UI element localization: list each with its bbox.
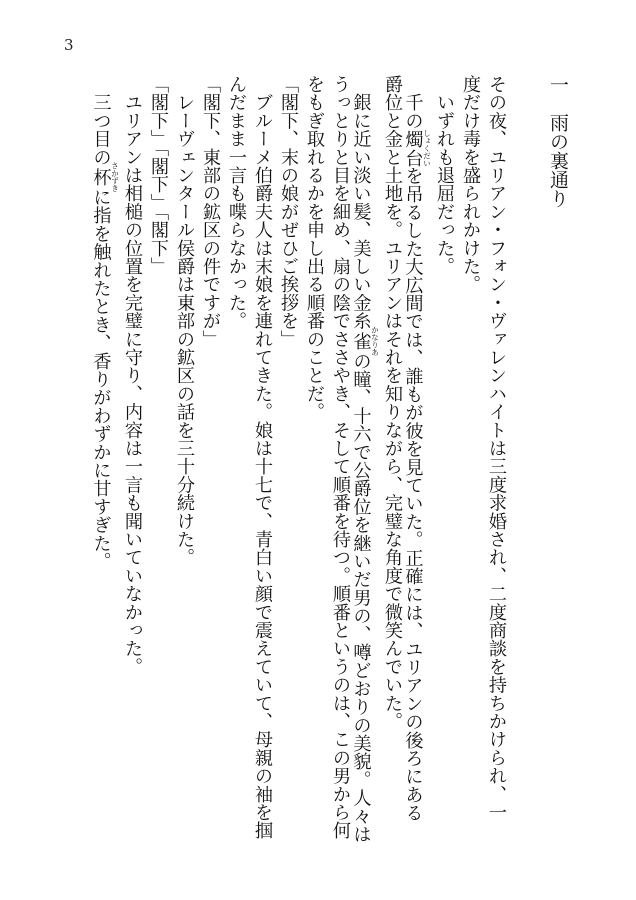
ruby-reading: かなりあ	[370, 325, 380, 356]
text-segment: 銀に近い淡い髪、美しい金糸	[350, 75, 372, 330]
ruby-base: 雀	[350, 325, 372, 356]
vertical-text-block	[0, 75, 636, 875]
text-column: レーヴェンタール侯爵は東部の鉱区の話を三十分続けた。	[174, 75, 195, 567]
text-column: ブルーメ伯爵夫人は末娘を連れてきた。娘は十七で、青白い顔で震えていて、母親の袖を掴	[252, 75, 273, 840]
text-column: 「閣下」「閣下」「閣下」	[148, 75, 169, 276]
ruby-word	[402, 129, 432, 167]
text-column: んだまま一言も喋らなかった。	[226, 75, 247, 330]
text-segment: を吊るした大広間では、誰もが彼を見ていた。正確には、ユリアンの後ろにある	[402, 166, 424, 822]
text-column: ユリアンは相槌の位置を完璧に守り、内容は一言も聞いていなかった。	[122, 75, 143, 676]
text-column: いずれも退屈だった。	[434, 75, 455, 276]
text-segment: 三つ目の	[90, 75, 112, 166]
text-column	[350, 75, 380, 844]
ruby-reading: しょくだい	[422, 129, 432, 167]
text-segment: に指を触れたとき、香りがわずかに甘すぎた。	[90, 187, 112, 571]
chapter-title: 一 雨の裏通り	[547, 75, 569, 208]
text-column	[402, 75, 432, 822]
ruby-word	[350, 325, 380, 356]
ruby-reading: さかずき	[110, 162, 120, 192]
text-segment: の瞳、十六で公爵位を継いだ男の、噂どおりの美貌。人々は	[350, 351, 372, 844]
text-column	[90, 75, 120, 571]
text-column: 「閣下、東部の鉱区の件ですが」	[200, 75, 221, 348]
ruby-base: 杯	[90, 162, 112, 192]
ruby-base: 燭台	[402, 129, 424, 167]
page-number: 3	[64, 36, 74, 54]
text-column: 爵位と金と土地を。ユリアンはそれを知りながら、完璧な角度で微笑んでいた。	[382, 75, 403, 731]
text-column: うっとりと目を細め、扇の陰でささやき、そして順番を待つ。順番というのは、この男から何	[330, 75, 351, 840]
text-segment: 千の	[402, 75, 424, 130]
text-column: をもぎ取れるかを申し出る順番のことだ。	[304, 75, 325, 421]
text-column: その夜、ユリアン・フォン・ヴァレンハイトは三度求婚され、二度商談を持ちかけられ、一	[486, 75, 507, 822]
text-column: 「閣下、末の娘がぜひご挨拶を」	[278, 75, 299, 348]
ruby-word	[90, 162, 120, 192]
text-column: 度だけ毒を盛られかけた。	[460, 75, 481, 294]
